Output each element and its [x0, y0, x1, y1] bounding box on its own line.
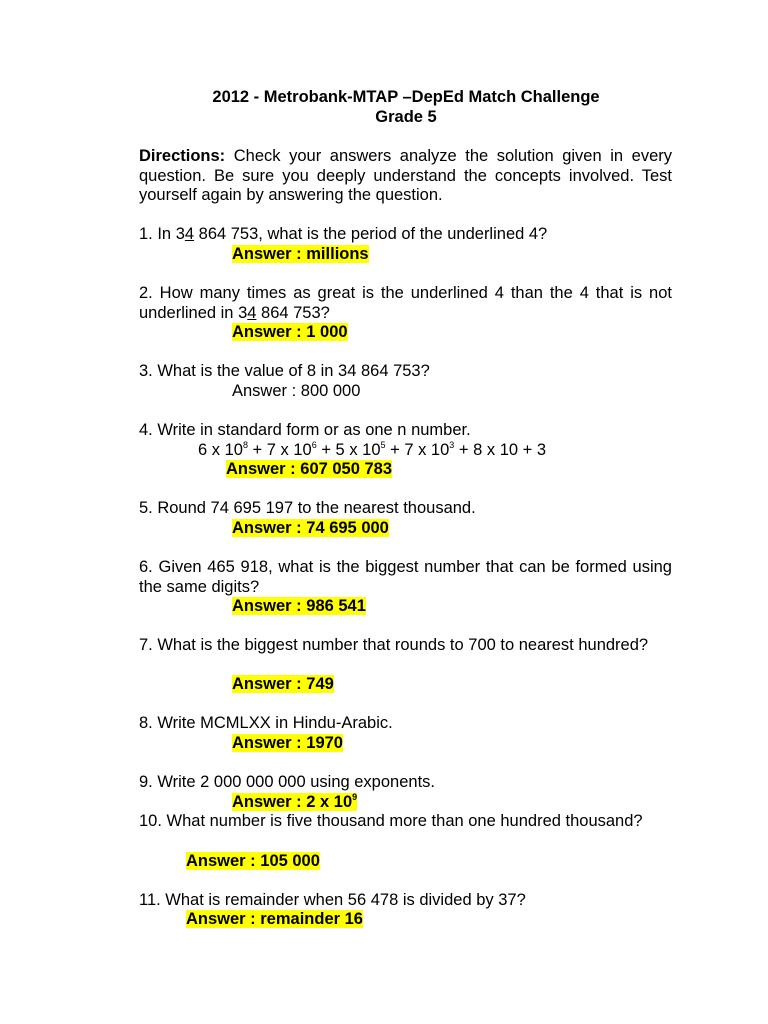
- question-9: 9. Write 2 000 000 000 using exponents.: [139, 773, 435, 791]
- answer-5: Answer : 74 695 000: [232, 519, 389, 537]
- question-6: 6. Given 465 918, what is the biggest number that can be formed using the same digits?: [139, 558, 672, 596]
- question-3: 3. What is the value of 8 in 34 864 753?: [139, 362, 430, 380]
- answer-1: Answer : millions: [232, 245, 369, 263]
- question-2: 2. How many times as great is the underlined 4 than the 4 that is not underlined in 34 864 753?: [139, 284, 672, 322]
- question-1: 1. In 34 864 753, what is the period of the underlined 4?: [139, 225, 548, 243]
- answer-7: Answer : 749: [232, 675, 334, 693]
- answer-3: Answer : 800 000: [232, 382, 361, 400]
- question-5: 5. Round 74 695 197 to the nearest thousand.: [139, 499, 476, 517]
- exponent-expression: 6 x $10^8 + 7$ x $10^6 + 5$ x $10^5 + 7$ x $10^3 + 8$ x 10 + 3: [198, 440, 547, 459]
- underlined-digit: 4: [184, 225, 195, 243]
- answer-10: Answer : 105 000: [186, 852, 320, 870]
- answer-11: Answer : remainder 16: [186, 910, 363, 928]
- answer-6: Answer : 986 541: [232, 597, 366, 615]
- answer-4: Answer : 607 050 783: [226, 460, 393, 478]
- directions-paragraph: [139, 147, 672, 206]
- document-title: 2012 - Metrobank-MTAP –DepEd Match Challenge: [212, 88, 600, 106]
- underlined-digit: 4: [247, 303, 257, 322]
- answer-2: Answer : 1 000: [232, 323, 348, 341]
- question-8: 8. Write MCMLXX in Hindu-Arabic.: [139, 714, 393, 732]
- question-7: 7. What is the biggest number that rounds to 700 to nearest hundred?: [139, 636, 649, 654]
- answer-8: Answer : 1970: [232, 734, 343, 752]
- question-10: 10. What number is five thousand more than one hundred thousand?: [139, 812, 643, 830]
- question-11: 11. What is remainder when 56 478 is divided by 37?: [139, 891, 526, 909]
- question-4: 4. Write in standard form or as one n number.: [139, 421, 471, 439]
- directions-label: Directions:: [139, 147, 226, 165]
- directions-text: Check your answers analyze the solution given in every question. Be sure you deeply understand the concepts involved. Test yourself again by answering the question.: [139, 147, 672, 205]
- answer-9: Answer : 2 x $10^9$: [232, 792, 358, 811]
- document-subtitle: Grade 5: [375, 108, 437, 126]
